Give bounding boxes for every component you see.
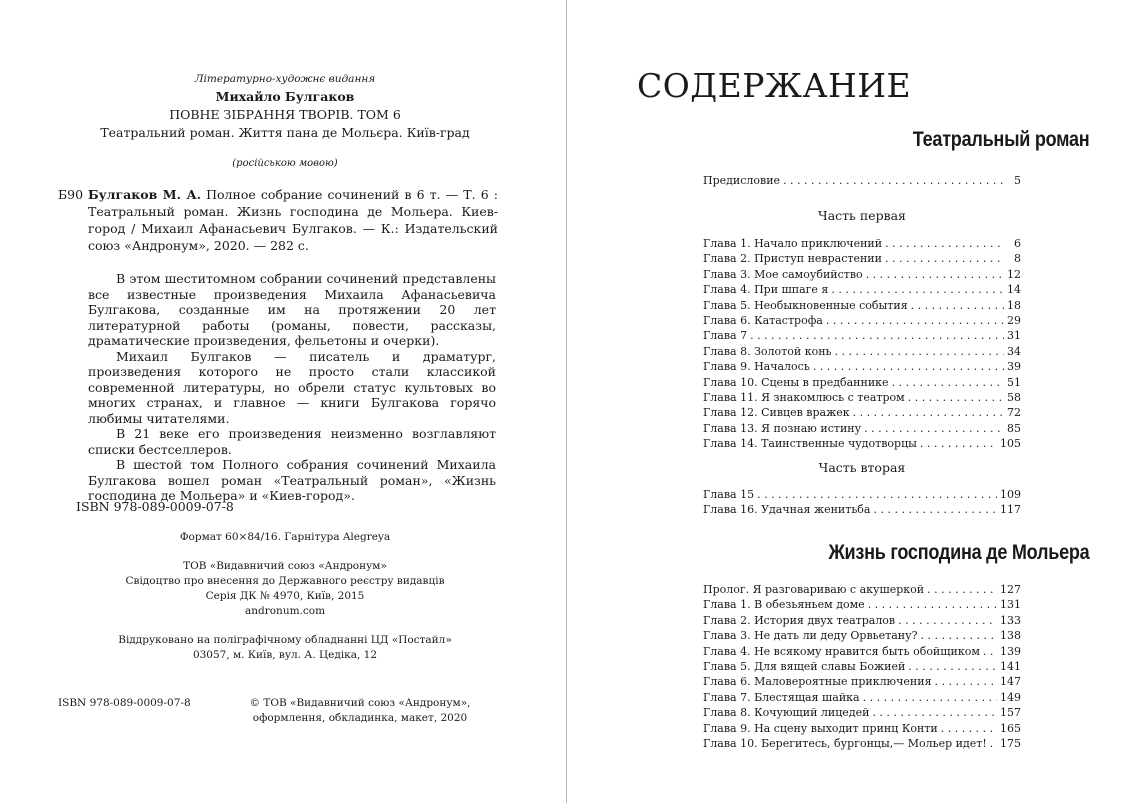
toc-entry xyxy=(703,659,1021,674)
toc-entry xyxy=(703,736,1021,751)
toc-entry xyxy=(703,705,1021,720)
toc-entry-page: 141 xyxy=(1000,660,1021,674)
toc-entry-page: 147 xyxy=(1000,675,1021,689)
toc-entry-page: 12 xyxy=(1007,267,1021,281)
volume-subtitle: Театральний роман. Життя пана де Мольєра. Київ-град xyxy=(100,125,470,140)
toc-entry-title: Глава 10. Берегитесь, бургонцы,— Мольер идет! xyxy=(703,737,987,751)
catalog-text: Полное собрание сочинений в 6 т. — Т. 6 : Театральный роман. Жизнь господина де Мольера. Киев-город / Михаил Афанасьевич Булгаков. — К.: Издательский союз «Андронум», 2020. — 282 с. xyxy=(88,187,499,253)
toc-leader-dots xyxy=(921,628,997,643)
toc-entry xyxy=(703,721,1021,736)
toc-entry-page: 39 xyxy=(1007,360,1021,374)
annotation-paragraph: Михаил Булгаков — писатель и драматург, произведения которого не просто стали классикой современной литературы, но обрели статус культовых во многих странах, и главное — книги Булгакова горячо любимы читателями. xyxy=(88,348,496,426)
printer-line: Віддруковано на поліграфічному обладнанні ЦД «Постайл» xyxy=(118,634,452,646)
toc-entry-title: Глава 3. Мое самоубийство xyxy=(703,267,863,281)
toc-entry-title: Глава 2. Приступ неврастении xyxy=(703,252,882,266)
publisher-info xyxy=(60,559,510,619)
toc-entry-page: 72 xyxy=(1007,406,1021,420)
toc-leader-dots xyxy=(983,644,997,659)
toc-entry-title: Предисловие xyxy=(703,174,781,187)
catalog-code: Б90 xyxy=(58,187,84,202)
toc-leader-dots xyxy=(935,674,997,689)
toc-entry xyxy=(703,282,1021,297)
genre-label: Літературно-художнє видання xyxy=(194,73,376,85)
format-info xyxy=(60,530,510,545)
toc-entry xyxy=(703,236,1021,251)
toc-entry-title: Глава 9. Началось xyxy=(703,360,810,374)
toc-entry-page: 51 xyxy=(1007,375,1021,389)
toc-entry xyxy=(703,690,1021,705)
toc-entry xyxy=(703,487,1021,502)
toc-entry-title: Глава 11. Я знакомлюсь с театром xyxy=(703,391,905,405)
toc-entry-title: Глава 6. Катастрофа xyxy=(703,314,823,328)
toc-entry-page: 157 xyxy=(1000,706,1021,720)
toc-leader-dots xyxy=(831,282,1004,297)
toc-entry-page: 58 xyxy=(1007,391,1021,405)
catalog-description xyxy=(88,186,498,254)
toc-entry-page: 127 xyxy=(1000,583,1021,596)
toc-leader-dots xyxy=(908,390,1004,405)
toc-entry xyxy=(703,390,1021,405)
toc-entry xyxy=(703,375,1021,390)
toc-entry xyxy=(703,644,1021,659)
toc-entry-page: 18 xyxy=(1007,298,1021,312)
toc-entry-page: 31 xyxy=(1007,329,1021,343)
toc-entry xyxy=(703,674,1021,689)
toc-entry-title: Глава 12. Сивцев вражек xyxy=(703,406,850,420)
toc-part-one xyxy=(703,236,1021,452)
section-title-moliere: Жизнь господина де Мольера xyxy=(828,541,1089,564)
toc-leader-dots xyxy=(757,487,997,502)
copyright-line: оформлення, обкладинка, макет, 2020 xyxy=(252,712,468,724)
toc-moliere xyxy=(703,582,1021,751)
toc-entry-page: 138 xyxy=(1000,629,1021,643)
toc-part-two xyxy=(703,487,1021,518)
toc-leader-dots xyxy=(885,251,1004,266)
toc-leader-dots xyxy=(868,597,997,612)
toc-entry-page: 133 xyxy=(1000,613,1021,627)
toc-entry-title: Глава 13. Я познаю истину xyxy=(703,421,862,435)
toc-entry xyxy=(703,267,1021,282)
toc-entry-page: 34 xyxy=(1007,344,1021,358)
part-title-second: Часть вторая xyxy=(818,460,906,475)
toc-entry xyxy=(703,359,1021,374)
toc-leader-dots xyxy=(874,502,998,517)
toc-leader-dots xyxy=(898,613,997,628)
toc-entry-page: 105 xyxy=(1000,437,1021,451)
toc-leader-dots xyxy=(908,659,997,674)
toc-entry-title: Глава 1. Начало приключений xyxy=(703,237,883,250)
format-line: Формат 60×84/16. Гарнітура Alegreya xyxy=(179,531,391,543)
toc-entry xyxy=(703,173,1021,188)
toc-entry-title: Глава 8. Кочующий лицедей xyxy=(703,706,870,720)
contents-title: СОДЕРЖАНИЕ xyxy=(637,66,912,105)
toc-entry xyxy=(703,628,1021,643)
toc-leader-dots xyxy=(864,421,1004,436)
section-title-theatrical-novel: Театральный роман xyxy=(912,128,1089,151)
toc-leader-dots xyxy=(826,313,1004,328)
language-note: (російською мовою) xyxy=(232,158,338,169)
toc-entry-title: Глава 14. Таинственные чудотворцы xyxy=(703,437,917,451)
toc-entry-title: Глава 15 xyxy=(703,488,755,501)
toc-leader-dots xyxy=(892,375,1004,390)
toc-entry-title: Глава 4. Не всякому нравится быть обойщиком xyxy=(703,644,980,658)
toc-entry-page: 117 xyxy=(1000,503,1021,517)
publisher-line: Серія ДК № 4970, Київ, 2015 xyxy=(205,590,365,602)
annotation xyxy=(88,271,496,504)
toc-leader-dots xyxy=(990,736,997,751)
toc-entry-page: 149 xyxy=(1000,690,1021,704)
printer-info xyxy=(60,633,510,663)
toc-entry-page: 85 xyxy=(1007,421,1021,435)
toc-entry-title: Глава 2. История двух театралов xyxy=(703,613,896,627)
toc-entry-page: 175 xyxy=(1000,737,1021,751)
toc-leader-dots xyxy=(911,298,1004,313)
catalog-author: Булгаков М. А. xyxy=(88,187,202,202)
toc-entry-page: 165 xyxy=(1000,721,1021,735)
isbn: ISBN 978-089-0009-07-8 xyxy=(76,499,234,514)
toc-entry-page: 109 xyxy=(1000,488,1021,501)
publisher-line: ТОВ «Видавничий союз «Андронум» xyxy=(183,560,387,572)
toc-entry-title: Глава 5. Для вящей славы Божией xyxy=(703,660,906,674)
toc-entry-page: 29 xyxy=(1007,314,1021,328)
toc-leader-dots xyxy=(750,328,1004,343)
catalog-record xyxy=(58,186,498,254)
toc-leader-dots xyxy=(835,344,1004,359)
toc-preface xyxy=(703,173,1021,188)
toc-entry-title: Глава 1. В обезьяньем доме xyxy=(703,598,865,612)
toc-leader-dots xyxy=(813,359,1004,374)
toc-entry xyxy=(703,597,1021,612)
series-title: ПОВНЕ ЗІБРАННЯ ТВОРІВ. ТОМ 6 xyxy=(169,107,401,122)
toc-entry xyxy=(703,436,1021,451)
toc-entry-title: Глава 16. Удачная женитьба xyxy=(703,503,871,517)
toc-entry-title: Глава 5. Необыкновенные события xyxy=(703,298,908,312)
toc-entry-title: Глава 4. При шпаге я xyxy=(703,283,829,297)
toc-leader-dots xyxy=(885,236,1004,251)
toc-leader-dots xyxy=(927,582,997,597)
toc-entry-page: 14 xyxy=(1007,283,1021,297)
publisher-website: andronum.com xyxy=(244,605,326,617)
toc-leader-dots xyxy=(920,436,997,451)
toc-leader-dots xyxy=(872,705,997,720)
toc-entry-title: Глава 10. Сцены в предбаннике xyxy=(703,375,889,389)
toc-entry xyxy=(703,421,1021,436)
toc-entry-title: Глава 9. На сцену выходит принц Конти xyxy=(703,721,938,735)
toc-entry xyxy=(703,582,1021,597)
author-name: Михайло Булгаков xyxy=(215,89,355,104)
toc-entry-page: 6 xyxy=(1014,237,1021,250)
toc-entry-page: 8 xyxy=(1014,252,1021,266)
toc-leader-dots xyxy=(941,721,997,736)
annotation-paragraph: В этом шеститомном собрании сочинений представлены все известные произведения Михаила Афанасьевича Булгакова, созданные им на протяжении 20 лет литературной работы (романы, повести, рассказы, драматические произведения, фельетоны и очерки). xyxy=(88,271,496,348)
toc-entry-page: 5 xyxy=(1014,174,1021,187)
toc-entry xyxy=(703,251,1021,266)
title-block xyxy=(60,72,510,171)
toc-entry-title: Глава 8. Золотой конь xyxy=(703,344,832,358)
toc-entry xyxy=(703,328,1021,343)
right-page-contents xyxy=(567,0,1132,803)
toc-entry xyxy=(703,613,1021,628)
toc-entry-title: Глава 7. Блестящая шайка xyxy=(703,690,860,704)
toc-entry xyxy=(703,502,1021,517)
toc-entry-title: Глава 6. Маловероятные приключения xyxy=(703,675,932,689)
footer-isbn: ISBN 978-089-0009-07-8 xyxy=(58,697,191,709)
part-title-first: Часть первая xyxy=(818,208,906,223)
toc-leader-dots xyxy=(866,267,1004,282)
toc-entry xyxy=(703,405,1021,420)
toc-entry-title: Глава 7 xyxy=(703,329,748,343)
footer-copyright xyxy=(240,696,480,726)
toc-entry xyxy=(703,298,1021,313)
toc-entry-title: Пролог. Я разговариваю с акушеркой xyxy=(703,583,925,596)
toc-leader-dots xyxy=(783,173,1004,188)
toc-entry xyxy=(703,313,1021,328)
annotation-paragraph: В шестой том Полного собрания сочинений Михаила Булгакова вошел роман «Театральный роман», «Жизнь господина де Мольера» и «Киев-город». xyxy=(88,457,496,503)
toc-entry-title: Глава 3. Не дать ли деду Орвьетану? xyxy=(703,629,918,643)
toc-entry xyxy=(703,344,1021,359)
toc-leader-dots xyxy=(863,690,997,705)
toc-entry-page: 139 xyxy=(1000,644,1021,658)
copyright-line: © ТОВ «Видавничий союз «Андронум», xyxy=(249,697,471,709)
annotation-paragraph: В 21 веке его произведения неизменно возглавляют списки бестселлеров. xyxy=(88,426,496,457)
toc-entry-page: 131 xyxy=(1000,598,1021,612)
toc-leader-dots xyxy=(853,405,1004,420)
printer-address: 03057, м. Київ, вул. А. Цедіка, 12 xyxy=(192,649,378,661)
publisher-line: Свідоцтво про внесення до Державного реєстру видавців xyxy=(125,575,445,587)
